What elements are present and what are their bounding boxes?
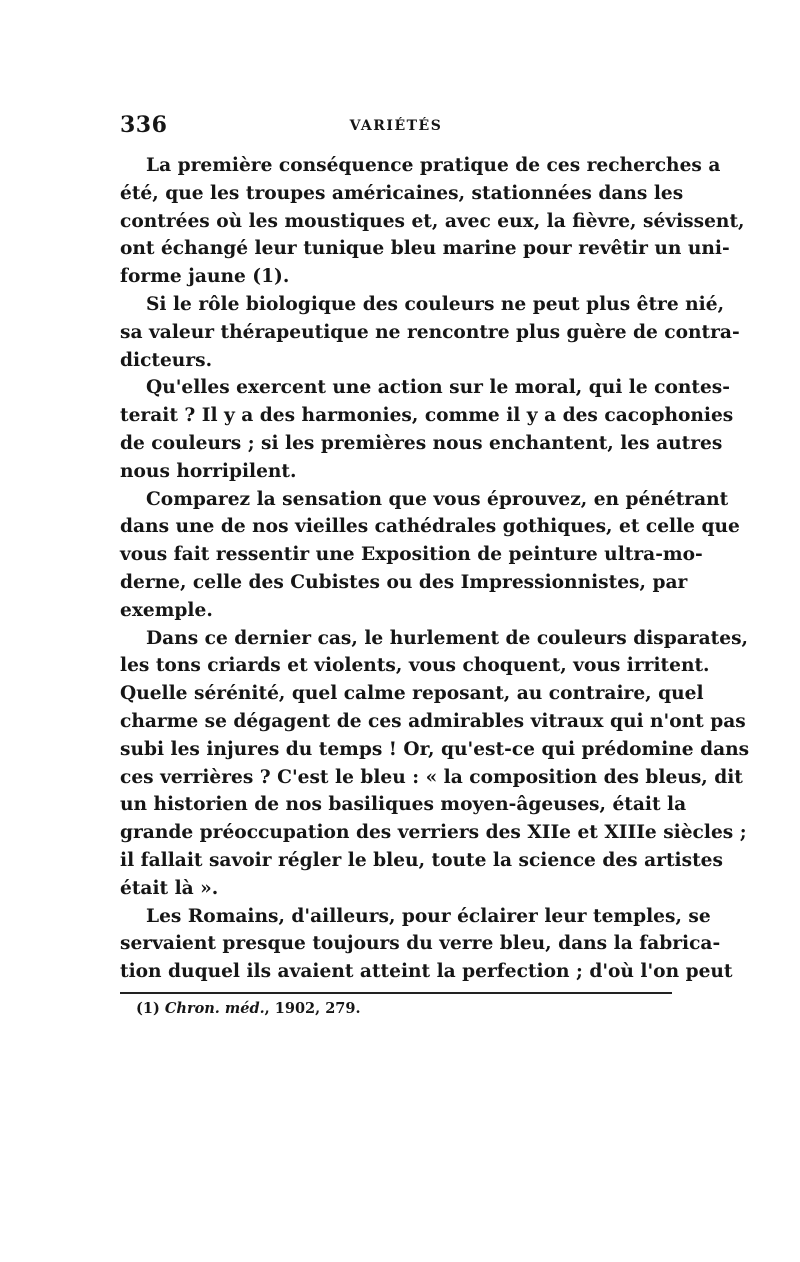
text-line: sa valeur thérapeutique ne rencontre plus guère de contra- <box>120 321 740 343</box>
text-line: Quelle sérénité, quel calme reposant, au contraire, quel <box>120 683 704 705</box>
text-line: ont échangé leur tunique bleu marine pour revêtir un uni- <box>120 238 730 260</box>
running-head: VARIÉTÉS <box>349 118 443 134</box>
text-line: subi les injures du temps ! Or, qu'est-ce qui prédomine dans <box>120 738 750 760</box>
footnote-reference: , 1902, 279. <box>264 1000 361 1017</box>
text-line: nous horripilent. <box>120 460 297 482</box>
text-line: derne, celle des Cubistes ou des Impressionnistes, par <box>120 571 688 593</box>
paragraph <box>120 291 740 374</box>
footnote-source: Chron. méd. <box>164 1000 265 1017</box>
text-line: tion duquel ils avaient atteint la perfection ; d'où l'on peut <box>120 961 733 983</box>
footnote-marker: (1) <box>136 1000 160 1017</box>
paragraph <box>120 374 734 485</box>
body-text <box>120 152 750 986</box>
text-line: contrées où les moustiques et, avec eux, la fièvre, sévissent, <box>120 210 745 232</box>
text-line: été, que les troupes américaines, stationnées dans les <box>120 182 684 204</box>
page-number: 336 <box>120 112 168 138</box>
text-line: un historien de nos basiliques moyen-âgeuses, était la <box>120 794 687 816</box>
text-line: terait ? Il y a des harmonies, comme il y a des cacophonies <box>120 405 734 427</box>
text-line: grande préoccupation des verriers des XIIe et XIIIe siècles ; <box>120 822 747 844</box>
text-line: Dans ce dernier cas, le hurlement de couleurs disparates, <box>146 627 749 649</box>
text-line: de couleurs ; si les premières nous enchantent, les autres <box>120 432 723 454</box>
text-line: était là ». <box>120 877 219 899</box>
text-line: forme jaune (1). <box>120 266 290 288</box>
text-line: charme se dégagent de ces admirables vitraux qui n'ont pas <box>120 710 746 732</box>
text-line: Qu'elles exercent une action sur le moral, qui le contes- <box>146 377 730 399</box>
text-line: ces verrières ? C'est le bleu : « la composition des bleus, dit <box>120 766 743 788</box>
text-line: vous fait ressentir une Exposition de peinture ultra-mo- <box>120 544 703 566</box>
text-line: dans une de nos vieilles cathédrales gothiques, et celle que <box>120 516 740 538</box>
paragraph <box>120 486 740 625</box>
text-line: il fallait savoir régler le bleu, toute la science des artistes <box>120 849 723 871</box>
text-line: La première conséquence pratique de ces recherches a <box>146 155 721 176</box>
text-line: servaient presque toujours du verre bleu, dans la fabrica- <box>120 933 721 955</box>
text-line: exemple. <box>120 599 213 621</box>
page-header <box>120 112 672 142</box>
text-line: les tons criards et violents, vous choquent, vous irritent. <box>120 655 710 677</box>
footnote-rule <box>120 992 672 994</box>
paragraph <box>120 152 745 291</box>
paragraph <box>120 903 733 986</box>
paragraph <box>120 625 750 903</box>
text-line: Comparez la sensation que vous éprouvez, en pénétrant <box>146 488 729 510</box>
text-line: Si le rôle biologique des couleurs ne peut plus être nié, <box>146 293 725 315</box>
text-line: dicteurs. <box>120 349 213 371</box>
text-line: Les Romains, d'ailleurs, pour éclairer leur temples, se <box>146 905 711 927</box>
footnote <box>136 1000 361 1017</box>
